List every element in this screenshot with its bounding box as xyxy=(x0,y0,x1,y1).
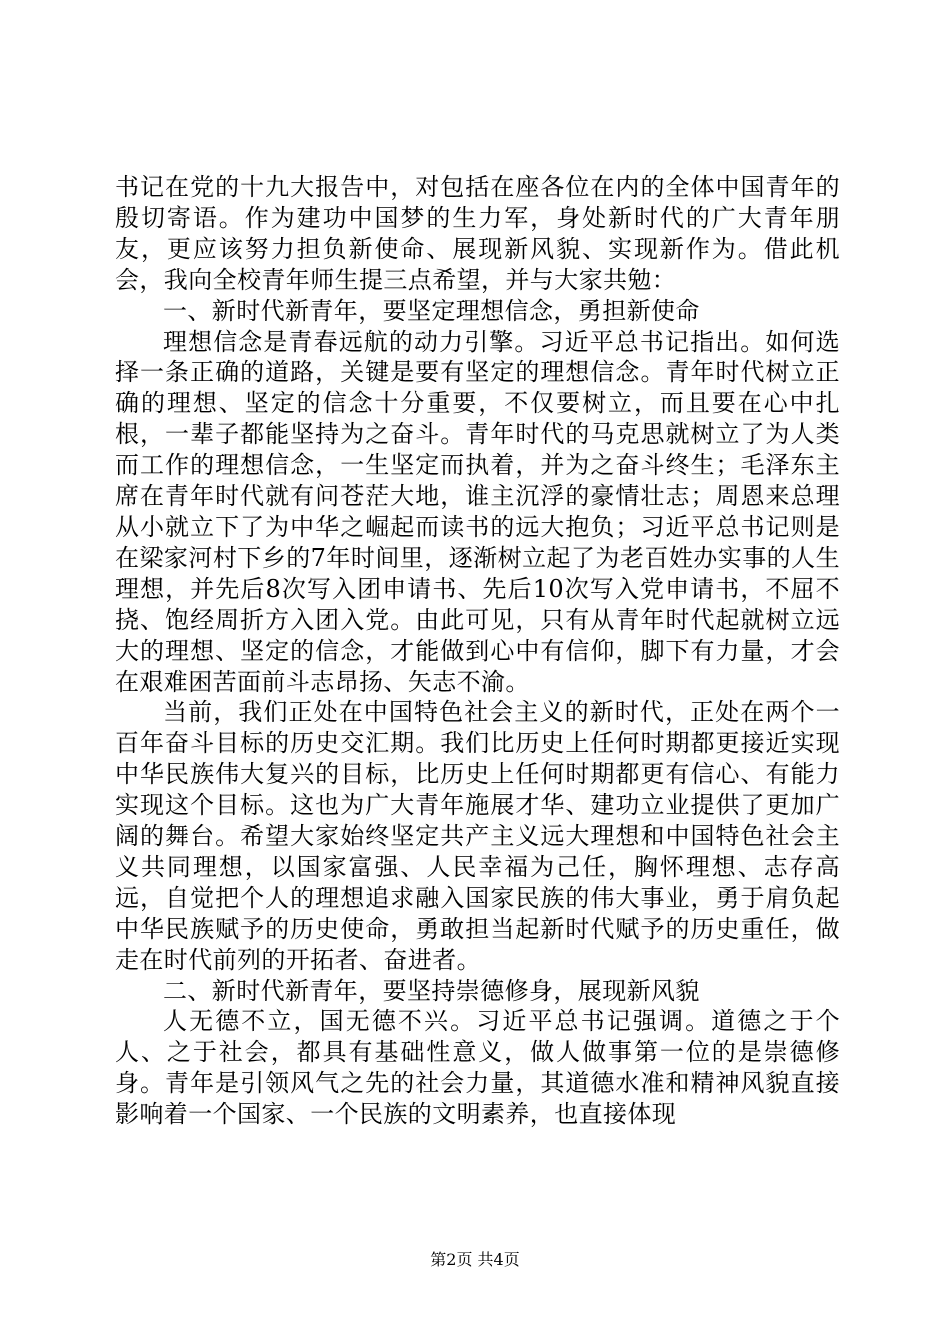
page-footer: 第2页 共4页 xyxy=(430,1250,520,1269)
document-body xyxy=(115,172,840,1130)
section-heading-1: 一、新时代新青年，要坚定理想信念，勇担新使命 xyxy=(163,296,700,325)
paragraph-intro: 书记在党的十九大报告中，对包括在座各位在内的全体中国青年的殷切寄语。作为建功中国梦的生力军，身处新时代的广大青年朋友，更应该努力担负新使命、展现新风貌、实现新作为。借此机会，我向全校青年师生提三点希望，并与大家共勉： xyxy=(115,173,840,294)
paragraph-new-era: 当前，我们正处在中国特色社会主义的新时代，正处在两个一百年奋斗目标的历史交汇期。我们比历史上任何时期都更接近实现中华民族伟大复兴的目标，比历史上任何时期都更有信心、有能力实现这个目标。这也为广大青年施展才华、建功立业提供了更加广阔的舞台。希望大家始终坚定共产主义远大理想和中国特色社会主义共同理想，以国家富强、人民幸福为己任，胸怀理想、志存高远，自觉把个人的理想追求融入国家民族的伟大事业，勇于肩负起中华民族赋予的历史使命，勇敢担当起新时代赋予的历史重任，做走在时代前列的开拓者、奋进者。 xyxy=(115,698,840,974)
paragraph-morality: 人无德不立，国无德不兴。习近平总书记强调。道德之于个人、之于社会，都具有基础性意义，做人做事第一位的是崇德修身。青年是引领风气之先的社会力量，其道德水准和精神风貌直接影响着一个国家、一个民族的文明素养，也直接体现 xyxy=(115,1007,840,1129)
paragraph-ideals: 理想信念是青春远航的动力引擎。习近平总书记指出。如何选择一条正确的道路，关键是要有坚定的理想信念。青年时代树立正确的理想、坚定的信念十分重要，不仅要树立，而且要在心中扎根，一辈子都能坚持为之奋斗。青年时代的马克思就树立了为人类而工作的理想信念，一生坚定而执着，并为之奋斗终生；毛泽东主席在青年时代就有问苍茫大地，谁主沉浮的豪情壮志；周恩来总理从小就立下了为中华之崛起而读书的远大抱负；习近平总书记则是在梁家河村下乡的7年时间里，逐渐树立起了为老百姓办实事的人生理想，并先后8次写入团申请书、先后10次写入党申请书，不屈不挠、饱经周折方入团入党。由此可见，只有从青年时代起就树立远大的理想、坚定的信念，才能做到心中有信仰，脚下有力量，才会在艰难困苦面前斗志昂扬、矢志不渝。 xyxy=(115,327,840,696)
section-heading-2: 二、新时代新青年，要坚持崇德修身，展现新风貌 xyxy=(163,976,700,1005)
